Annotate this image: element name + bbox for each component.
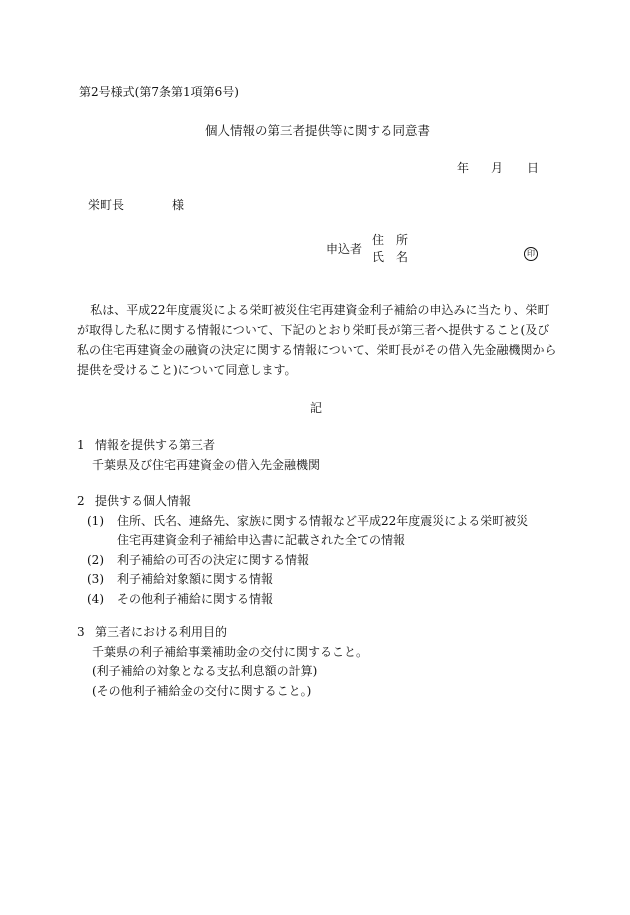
item-number: (1) — [87, 513, 104, 528]
list-item — [77, 590, 537, 610]
applicant-label: 申込者 — [326, 242, 363, 256]
section-third-party — [77, 436, 320, 475]
section-title: 提供する個人情報 — [95, 494, 192, 508]
list-item — [77, 551, 537, 571]
form-number: 第2号様式(第7条第1項第6号) — [79, 85, 239, 99]
section-title: 第三者における利用目的 — [95, 625, 228, 639]
name-label: 氏 名 — [372, 250, 409, 264]
address-label: 住 所 — [372, 233, 409, 247]
applicant-fields — [372, 232, 408, 266]
section-heading — [77, 436, 320, 456]
list-item — [77, 512, 537, 551]
addressee-name: 栄町長 — [88, 198, 125, 212]
list-item — [77, 570, 537, 590]
date-day-label: 日 — [527, 161, 540, 175]
item-text: その他利子補給に関する情報 — [117, 591, 274, 606]
consent-text: 私は、平成22年度震災による栄町被災住宅再建資金利子補給の申込みに当たり、栄町が取得した私に関する情報について、下記のとおり栄町長が第三者へ提供すること(及び私の住宅再建資金の融資の決定に関する情報について、栄町長がその借入先金融機関から提供を受けること)について同意します。 — [77, 303, 557, 377]
section-title: 情報を提供する第三者 — [95, 438, 216, 452]
item-text: 利子補給の可否の決定に関する情報 — [117, 552, 310, 567]
ki-heading: 記 — [310, 401, 323, 415]
section-sub-line: (その他利子補給金の交付に関すること。) — [92, 683, 312, 698]
date-year-label: 年 — [457, 161, 470, 175]
item-number: (4) — [87, 591, 104, 606]
seal-mark: 印 — [524, 247, 538, 261]
item-text: 利子補給対象額に関する情報 — [117, 572, 274, 586]
item-number: (3) — [87, 572, 104, 586]
section-sub-line: (利子補給の対象となる支払利息額の計算) — [92, 664, 318, 678]
section-usage-purpose — [77, 623, 368, 701]
consent-statement — [77, 300, 557, 380]
section-line: 千葉県及び住宅再建資金の借入先金融機関 — [92, 457, 321, 472]
document-title: 個人情報の第三者提供等に関する同意書 — [205, 123, 431, 138]
date-month-label: 月 — [491, 161, 504, 175]
section-heading — [77, 623, 368, 643]
addressee-honorific: 様 — [172, 198, 185, 212]
item-number: (2) — [87, 552, 104, 567]
section-line: 千葉県の利子補給事業補助金の交付に関すること。 — [92, 644, 369, 659]
section-number: 2 — [77, 494, 85, 508]
section-heading — [77, 492, 537, 512]
section-personal-info — [77, 492, 537, 609]
item-text: 住所、氏名、連絡先、家族に関する情報など平成22年度震災による栄町被災住宅再建資金利子補給申込書に記載された全ての情報 — [117, 513, 529, 547]
section-number: 3 — [77, 625, 85, 639]
section-number: 1 — [77, 438, 85, 452]
